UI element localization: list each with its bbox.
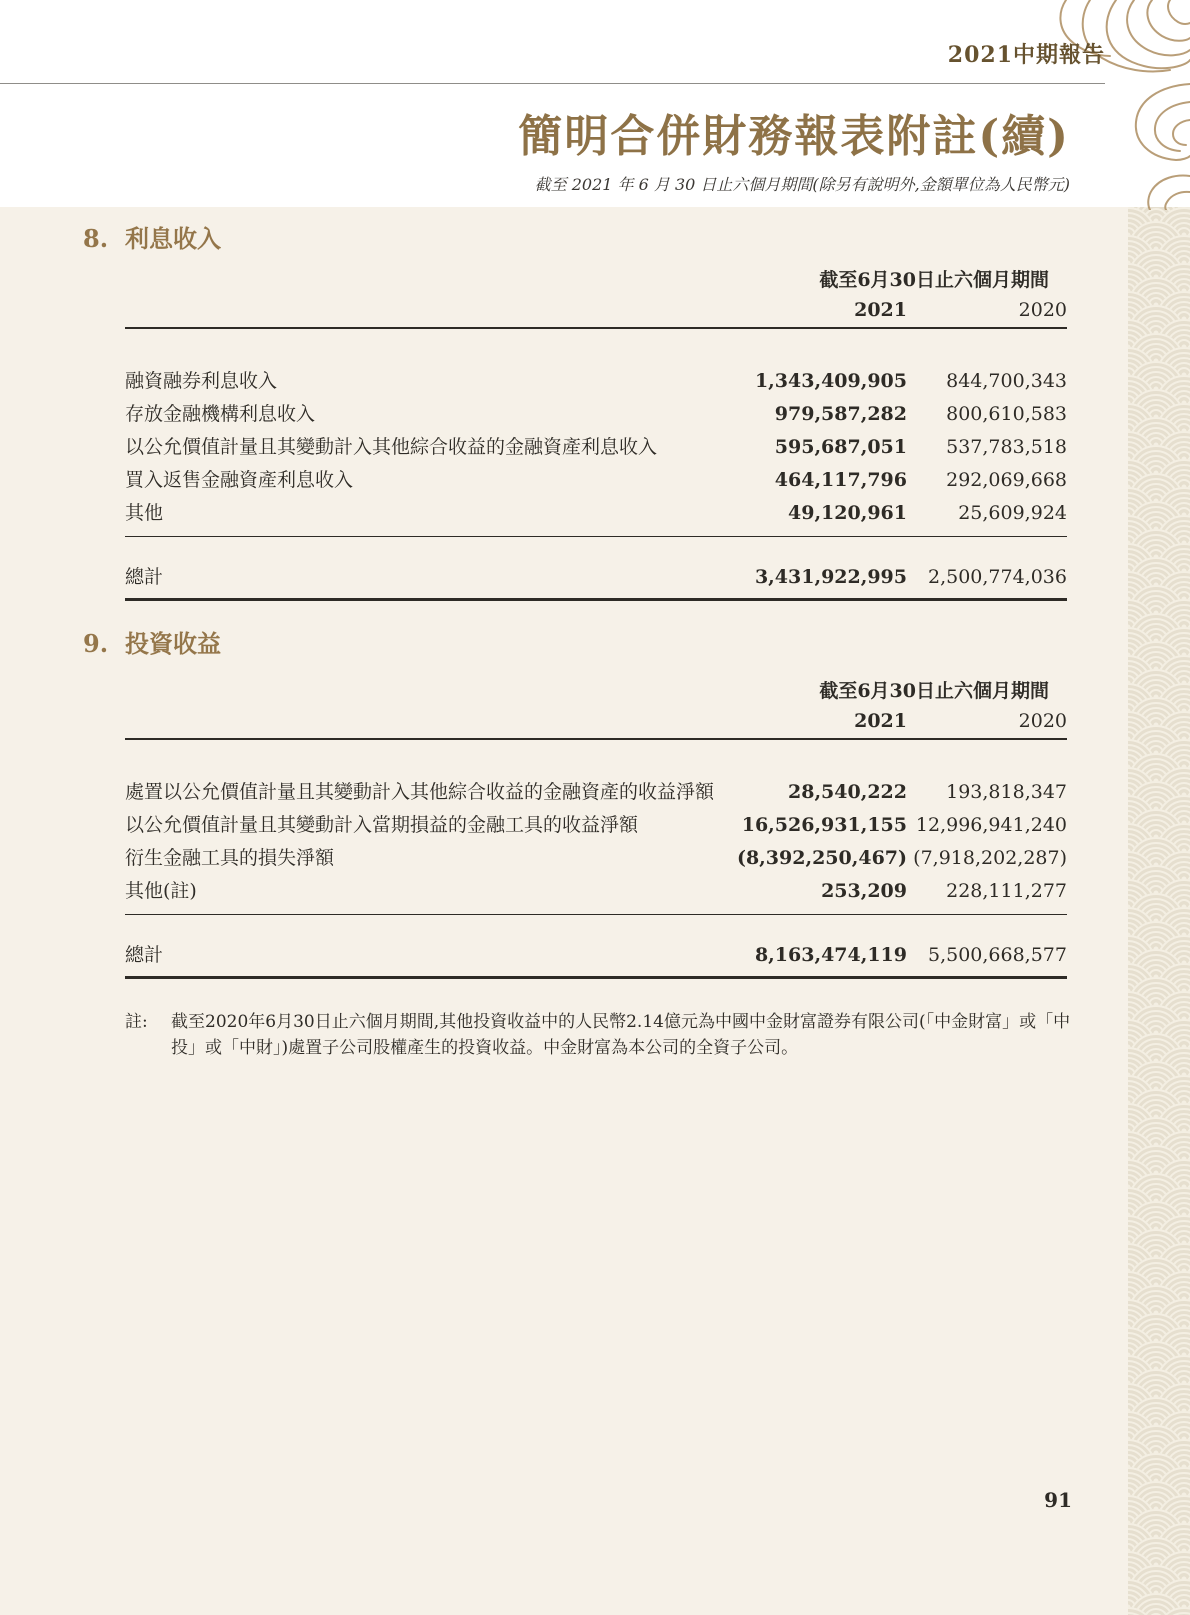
row-value-2021: 16,526,931,155 — [741, 814, 907, 836]
footnote-label: 註: — [125, 1012, 148, 1032]
table-row — [125, 398, 1067, 431]
total-label: 總計 — [125, 944, 164, 966]
table-row — [125, 497, 1067, 530]
section-8-number: 8. — [83, 224, 109, 253]
table-body — [125, 365, 1067, 537]
row-value-2021: 1,343,409,905 — [754, 370, 907, 392]
row-value-2020: 25,609,924 — [958, 502, 1067, 524]
column-header-2021: 2021 — [854, 299, 907, 321]
page-content — [83, 222, 1071, 1061]
row-value-2020: 537,783,518 — [946, 436, 1067, 458]
interest-income-table — [125, 267, 1067, 601]
total-row — [125, 561, 1067, 601]
section-8-title: 利息收入 — [125, 224, 221, 253]
row-label: 衍生金融工具的損失淨額 — [125, 847, 335, 869]
table-row — [125, 809, 1067, 842]
table-row — [125, 776, 1067, 809]
row-value-2020: 193,818,347 — [946, 781, 1067, 803]
table-row — [125, 365, 1067, 398]
row-value-2021: 464,117,796 — [774, 469, 907, 491]
table-row — [125, 875, 1067, 908]
row-label: 其他(註) — [125, 880, 197, 902]
row-value-2020: 844,700,343 — [946, 370, 1067, 392]
column-header-2020: 2020 — [1018, 710, 1067, 732]
year-header-spacer — [125, 708, 727, 734]
row-value-2020: (7,918,202,287) — [913, 847, 1067, 869]
section-9-heading — [83, 627, 1067, 660]
row-label: 存放金融機構利息收入 — [125, 403, 316, 425]
row-value-2021: 253,209 — [821, 880, 907, 902]
year-header-spacer — [125, 297, 727, 323]
footnote-text: 截至2020年6月30日止六個月期間,其他投資收益中的人民幣2.14億元為中國中金財富證券有限公司(「中金財富」或「中投」或「中財」)處置子公司股權產生的投資收益。中金財富為本公司的全資子公司。 — [171, 1012, 1071, 1058]
column-header-2021: 2021 — [854, 710, 907, 732]
row-value-2020: 12,996,941,240 — [915, 814, 1067, 836]
period-header: 截至6月30日止六個月期間 — [819, 680, 1049, 702]
row-value-2020: 292,069,668 — [946, 469, 1067, 491]
total-value-2020: 5,500,668,577 — [927, 944, 1067, 966]
total-value-2020: 2,500,774,036 — [927, 566, 1067, 588]
table-row — [125, 464, 1067, 497]
row-value-2021: 49,120,961 — [788, 502, 907, 524]
investment-income-table — [125, 678, 1067, 979]
total-label: 總計 — [125, 566, 164, 588]
period-header: 截至6月30日止六個月期間 — [819, 269, 1049, 291]
row-label: 處置以公允價值計量且其變動計入其他綜合收益的金融資產的收益淨額 — [125, 781, 715, 803]
table-body — [125, 776, 1067, 915]
page-subtitle: 截至 2021 年 6 月 30 日止六個月期間(除另有說明外,金額單位為人民幣元) — [534, 175, 1070, 194]
row-label: 以公允價值計量且其變動計入其他綜合收益的金融資產利息收入 — [125, 436, 658, 458]
row-value-2020: 800,610,583 — [946, 403, 1067, 425]
footnote — [125, 1009, 1077, 1061]
seigaiha-pattern-strip — [1128, 207, 1190, 1615]
column-header-2020: 2020 — [1018, 299, 1067, 321]
row-value-2021: 979,587,282 — [774, 403, 907, 425]
total-row — [125, 939, 1067, 979]
row-value-2020: 228,111,277 — [946, 880, 1067, 902]
header-rule — [0, 83, 1105, 84]
table-row — [125, 842, 1067, 875]
row-value-2021: 28,540,222 — [788, 781, 907, 803]
year-header-row — [125, 708, 1067, 740]
page-title: 簡明合併財務報表附註(續) — [518, 111, 1070, 162]
total-value-2021: 3,431,922,995 — [754, 566, 907, 588]
row-value-2021: 595,687,051 — [774, 436, 907, 458]
row-label: 以公允價值計量且其變動計入當期損益的金融工具的收益淨額 — [125, 814, 639, 836]
report-label: 2021中期報告 — [947, 42, 1105, 68]
row-value-2021: (8,392,250,467) — [736, 847, 907, 869]
page-number: 91 — [1044, 1488, 1072, 1512]
row-label: 其他 — [125, 502, 164, 524]
section-8-heading — [83, 222, 1067, 255]
row-label: 融資融券利息收入 — [125, 370, 278, 392]
section-9-title: 投資收益 — [125, 629, 221, 658]
year-header-row — [125, 297, 1067, 329]
section-9-number: 9. — [83, 629, 109, 658]
total-value-2021: 8,163,474,119 — [754, 944, 907, 966]
table-row — [125, 431, 1067, 464]
row-label: 買入返售金融資產利息收入 — [125, 469, 354, 491]
